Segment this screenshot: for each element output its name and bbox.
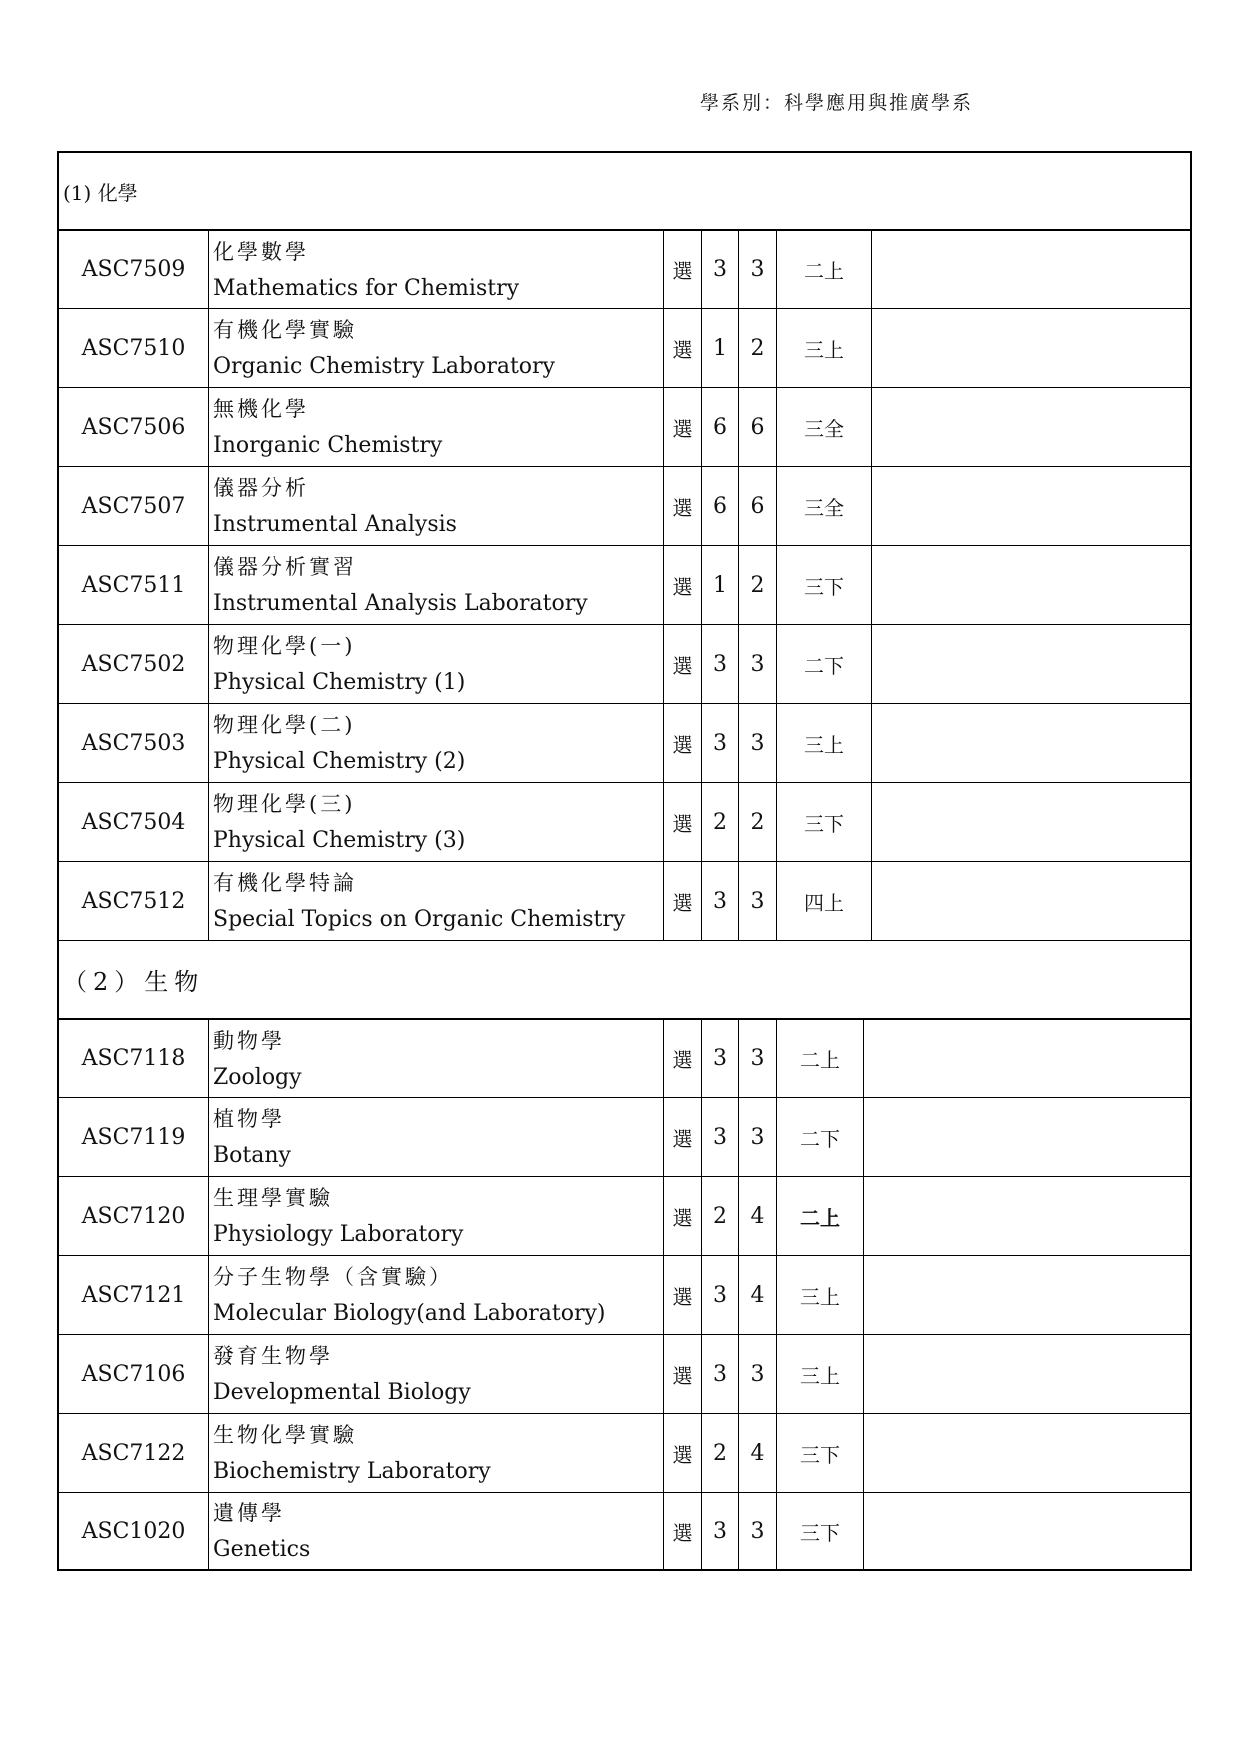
course-hours: 4	[739, 1414, 777, 1492]
blank-cell	[872, 704, 1190, 782]
course-name-zh: 分子生物學（含實驗）	[213, 1265, 453, 1289]
course-credits: 6	[702, 467, 739, 545]
course-name-zh: 發育生物學	[213, 1344, 333, 1368]
course-name	[209, 309, 664, 387]
course-type: 選	[664, 1098, 702, 1176]
course-semester: 二下	[777, 625, 872, 703]
course-code: ASC7504	[59, 783, 209, 861]
course-hours: 4	[739, 1256, 777, 1334]
course-credits: 3	[702, 862, 739, 940]
course-name-en: Physical Chemistry (3)	[213, 828, 466, 853]
course-semester: 二上	[777, 1177, 864, 1255]
course-credits: 3	[702, 1098, 739, 1176]
course-credits: 1	[702, 546, 739, 624]
course-credits: 6	[702, 388, 739, 466]
course-name	[209, 1414, 664, 1492]
course-hours: 6	[739, 467, 777, 545]
course-credits: 3	[702, 231, 739, 308]
course-type: 選	[664, 1335, 702, 1413]
course-hours: 3	[739, 231, 777, 308]
table-row	[57, 1018, 1192, 1097]
course-hours: 2	[739, 309, 777, 387]
course-type: 選	[664, 388, 702, 466]
course-credits: 3	[702, 1335, 739, 1413]
course-semester: 三下	[777, 1493, 864, 1569]
course-name-en: Mathematics for Chemistry	[213, 275, 520, 301]
course-code: ASC7122	[59, 1414, 209, 1492]
blank-cell	[872, 783, 1190, 861]
course-credits: 2	[702, 783, 739, 861]
course-name	[209, 783, 664, 861]
blank-cell	[864, 1493, 1190, 1569]
course-name-en: Special Topics on Organic Chemistry	[213, 907, 626, 932]
course-name	[209, 1177, 664, 1255]
table-row	[57, 1492, 1192, 1571]
course-name-zh: 遺傳學	[213, 1501, 285, 1525]
table-row	[57, 545, 1192, 624]
course-credits: 2	[702, 1414, 739, 1492]
course-hours: 3	[739, 1493, 777, 1569]
course-name-en: Physical Chemistry (2)	[213, 749, 466, 774]
blank-cell	[864, 1414, 1190, 1492]
course-semester: 三下	[777, 1414, 864, 1492]
course-hours: 2	[739, 546, 777, 624]
blank-cell	[864, 1020, 1190, 1097]
course-name-en: Genetics	[213, 1537, 311, 1562]
course-credits: 2	[702, 1177, 739, 1255]
blank-cell	[872, 231, 1190, 308]
table-row	[57, 229, 1192, 308]
course-name	[209, 625, 664, 703]
table-row	[57, 466, 1192, 545]
table-row	[57, 308, 1192, 387]
course-name	[209, 231, 664, 308]
course-hours: 3	[739, 862, 777, 940]
course-type: 選	[664, 1020, 702, 1097]
department-label: 學系別：科學應用與推廣學系	[700, 92, 974, 114]
course-name	[209, 1020, 664, 1097]
course-name-en: Botany	[213, 1143, 291, 1168]
blank-cell	[872, 309, 1190, 387]
course-credits: 3	[702, 1256, 739, 1334]
blank-cell	[864, 1177, 1190, 1255]
table-row	[57, 782, 1192, 861]
course-code: ASC1020	[59, 1493, 209, 1569]
course-name-zh: 化學數學	[213, 239, 309, 264]
course-code: ASC7509	[59, 231, 209, 308]
chemistry-course-list	[57, 229, 1192, 940]
course-name-zh: 動物學	[213, 1028, 285, 1053]
course-semester: 三全	[777, 467, 872, 545]
table-row	[57, 1413, 1192, 1492]
course-hours: 3	[739, 1020, 777, 1097]
course-name-zh: 物理化學(二)	[213, 713, 356, 737]
course-name-zh: 植物學	[213, 1107, 285, 1131]
course-name	[209, 388, 664, 466]
course-type: 選	[664, 704, 702, 782]
course-name	[209, 1493, 664, 1569]
course-name-zh: 生物化學實驗	[213, 1423, 357, 1447]
course-name-en: Biochemistry Laboratory	[213, 1459, 491, 1484]
course-name-zh: 物理化學(一)	[213, 634, 356, 658]
course-type: 選	[664, 231, 702, 308]
course-name	[209, 862, 664, 940]
table-row	[57, 703, 1192, 782]
course-hours: 4	[739, 1177, 777, 1255]
course-semester: 三上	[777, 704, 872, 782]
course-code: ASC7507	[59, 467, 209, 545]
course-hours: 3	[739, 704, 777, 782]
course-semester: 三下	[777, 783, 872, 861]
course-code: ASC7502	[59, 625, 209, 703]
course-type: 選	[664, 309, 702, 387]
course-name	[209, 1098, 664, 1176]
course-semester: 三下	[777, 546, 872, 624]
course-credits: 3	[702, 1493, 739, 1569]
course-code: ASC7121	[59, 1256, 209, 1334]
course-type: 選	[664, 625, 702, 703]
course-semester: 四上	[777, 862, 872, 940]
course-code: ASC7510	[59, 309, 209, 387]
course-table	[57, 151, 1192, 1571]
course-code: ASC7511	[59, 546, 209, 624]
course-hours: 2	[739, 783, 777, 861]
course-name-en: Developmental Biology	[213, 1380, 471, 1405]
course-name	[209, 467, 664, 545]
course-type: 選	[664, 783, 702, 861]
course-name-en: Molecular Biology(and Laboratory)	[213, 1301, 606, 1326]
blank-cell	[872, 625, 1190, 703]
course-code: ASC7119	[59, 1098, 209, 1176]
blank-cell	[872, 467, 1190, 545]
table-row	[57, 1097, 1192, 1176]
course-name	[209, 1335, 664, 1413]
table-row	[57, 387, 1192, 466]
blank-cell	[864, 1098, 1190, 1176]
blank-cell	[872, 546, 1190, 624]
course-code: ASC7503	[59, 704, 209, 782]
section-title-biology: （2）生物	[57, 940, 1192, 1018]
course-name-en: Physical Chemistry (1)	[213, 670, 466, 695]
course-hours: 6	[739, 388, 777, 466]
table-row	[57, 1255, 1192, 1334]
table-row	[57, 861, 1192, 940]
course-name-zh: 生理學實驗	[213, 1186, 333, 1210]
course-name-zh: 儀器分析實習	[213, 555, 357, 579]
course-name-zh: 無機化學	[213, 397, 309, 421]
course-semester: 三全	[777, 388, 872, 466]
course-type: 選	[664, 862, 702, 940]
course-name	[209, 546, 664, 624]
course-credits: 3	[702, 625, 739, 703]
course-semester: 二下	[777, 1098, 864, 1176]
table-row	[57, 624, 1192, 703]
course-credits: 3	[702, 704, 739, 782]
section-title-chemistry: (1) 化學	[57, 151, 1192, 229]
course-code: ASC7512	[59, 862, 209, 940]
biology-course-list	[57, 1018, 1192, 1571]
course-name-en: Physiology Laboratory	[213, 1222, 464, 1247]
course-name-en: Organic Chemistry Laboratory	[213, 354, 555, 379]
course-code: ASC7118	[59, 1020, 209, 1097]
table-row	[57, 1176, 1192, 1255]
course-type: 選	[664, 1256, 702, 1334]
course-credits: 3	[702, 1020, 739, 1097]
course-semester: 三上	[777, 1335, 864, 1413]
course-name-zh: 物理化學(三)	[213, 792, 356, 816]
course-semester: 三上	[777, 309, 872, 387]
course-type: 選	[664, 546, 702, 624]
course-credits: 1	[702, 309, 739, 387]
blank-cell	[864, 1335, 1190, 1413]
course-name	[209, 704, 664, 782]
course-name	[209, 1256, 664, 1334]
blank-cell	[864, 1256, 1190, 1334]
course-name-en: Instrumental Analysis Laboratory	[213, 591, 588, 616]
course-name-en: Inorganic Chemistry	[213, 433, 443, 458]
course-semester: 二上	[777, 231, 872, 308]
table-row	[57, 1334, 1192, 1413]
course-name-en: Instrumental Analysis	[213, 512, 457, 537]
blank-cell	[872, 388, 1190, 466]
course-hours: 3	[739, 1098, 777, 1176]
course-name-zh: 有機化學特論	[213, 871, 357, 895]
course-code: ASC7506	[59, 388, 209, 466]
course-hours: 3	[739, 625, 777, 703]
course-name-en: Zoology	[213, 1064, 302, 1090]
course-semester: 二上	[777, 1020, 864, 1097]
course-hours: 3	[739, 1335, 777, 1413]
course-semester: 三上	[777, 1256, 864, 1334]
course-type: 選	[664, 1177, 702, 1255]
course-name-zh: 有機化學實驗	[213, 318, 357, 342]
blank-cell	[872, 862, 1190, 940]
course-code: ASC7120	[59, 1177, 209, 1255]
course-name-zh: 儀器分析	[213, 476, 309, 500]
course-type: 選	[664, 467, 702, 545]
course-code: ASC7106	[59, 1335, 209, 1413]
course-type: 選	[664, 1493, 702, 1569]
course-type: 選	[664, 1414, 702, 1492]
